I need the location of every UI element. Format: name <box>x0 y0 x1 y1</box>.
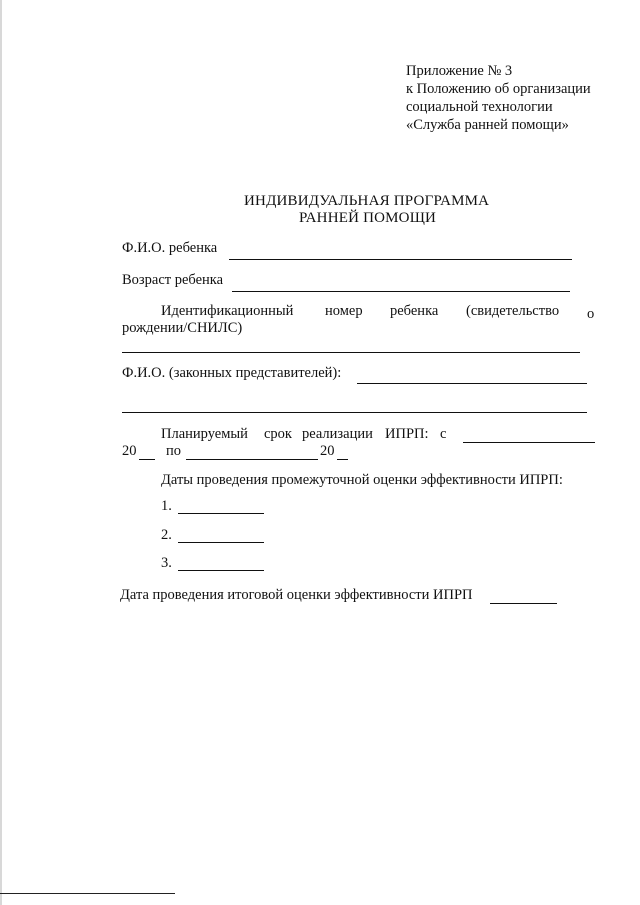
term-label-word-3: реализации <box>302 426 373 442</box>
id-number-label-word-3: ребенка <box>390 303 439 319</box>
term-by-label: по <box>166 443 182 459</box>
child-name-field[interactable] <box>229 259 572 260</box>
term-label-word-1: Планируемый <box>161 426 248 442</box>
term-start-field[interactable] <box>463 442 595 443</box>
child-age-label: Возраст ребенка <box>122 272 224 288</box>
id-number-label-word-4: (свидетельство <box>466 303 560 319</box>
intermediate-assessment-label: Даты проведения промежуточной оценки эффективности ИПРП: <box>161 472 563 488</box>
term-label-word-5: с <box>440 426 447 442</box>
intermediate-date-3-field[interactable] <box>178 570 264 571</box>
representatives-field-line-1[interactable] <box>357 383 587 384</box>
term-end-field[interactable] <box>186 459 318 460</box>
intermediate-date-1-field[interactable] <box>178 513 264 514</box>
term-start-year-prefix: 20 <box>122 443 137 459</box>
document-title: ИНДИВИДУАЛЬНАЯ ПРОГРАММА <box>244 193 490 209</box>
term-label-word-2: срок <box>264 426 292 442</box>
scan-edge-left <box>0 0 2 905</box>
child-name-label: Ф.И.О. ребенка <box>122 240 218 256</box>
id-number-label-word-2: номер <box>325 303 363 319</box>
appendix-reference: к Положению об организации <box>406 81 591 97</box>
term-end-year-prefix: 20 <box>320 443 335 459</box>
document-subtitle: РАННЕЙ ПОМОЩИ <box>299 210 437 226</box>
intermediate-item-number: 1. <box>161 498 172 514</box>
term-start-year-field[interactable] <box>139 459 155 460</box>
intermediate-item-number: 3. <box>161 555 172 571</box>
child-age-field[interactable] <box>232 291 570 292</box>
scan-edge-bottom <box>0 893 175 894</box>
id-number-label-word-5: о <box>587 306 595 322</box>
term-label-word-4: ИПРП: <box>385 426 429 442</box>
representatives-label: Ф.И.О. (законных представителей): <box>122 365 342 381</box>
id-number-field[interactable] <box>122 352 580 353</box>
representatives-field-line-2[interactable] <box>122 412 587 413</box>
id-number-label-word-1: Идентификационный <box>161 303 294 319</box>
final-assessment-date-field[interactable] <box>490 603 557 604</box>
appendix-technology: социальной технологии <box>406 99 553 115</box>
final-assessment-label: Дата проведения итоговой оценки эффективности ИПРП <box>120 587 473 603</box>
appendix-service-name: «Служба ранней помощи» <box>406 117 569 133</box>
appendix-number: Приложение № 3 <box>406 63 513 79</box>
intermediate-item-number: 2. <box>161 527 172 543</box>
intermediate-date-2-field[interactable] <box>178 542 264 543</box>
term-end-year-field[interactable] <box>337 459 348 460</box>
id-number-label-line-2: рождении/СНИЛС) <box>122 320 243 336</box>
